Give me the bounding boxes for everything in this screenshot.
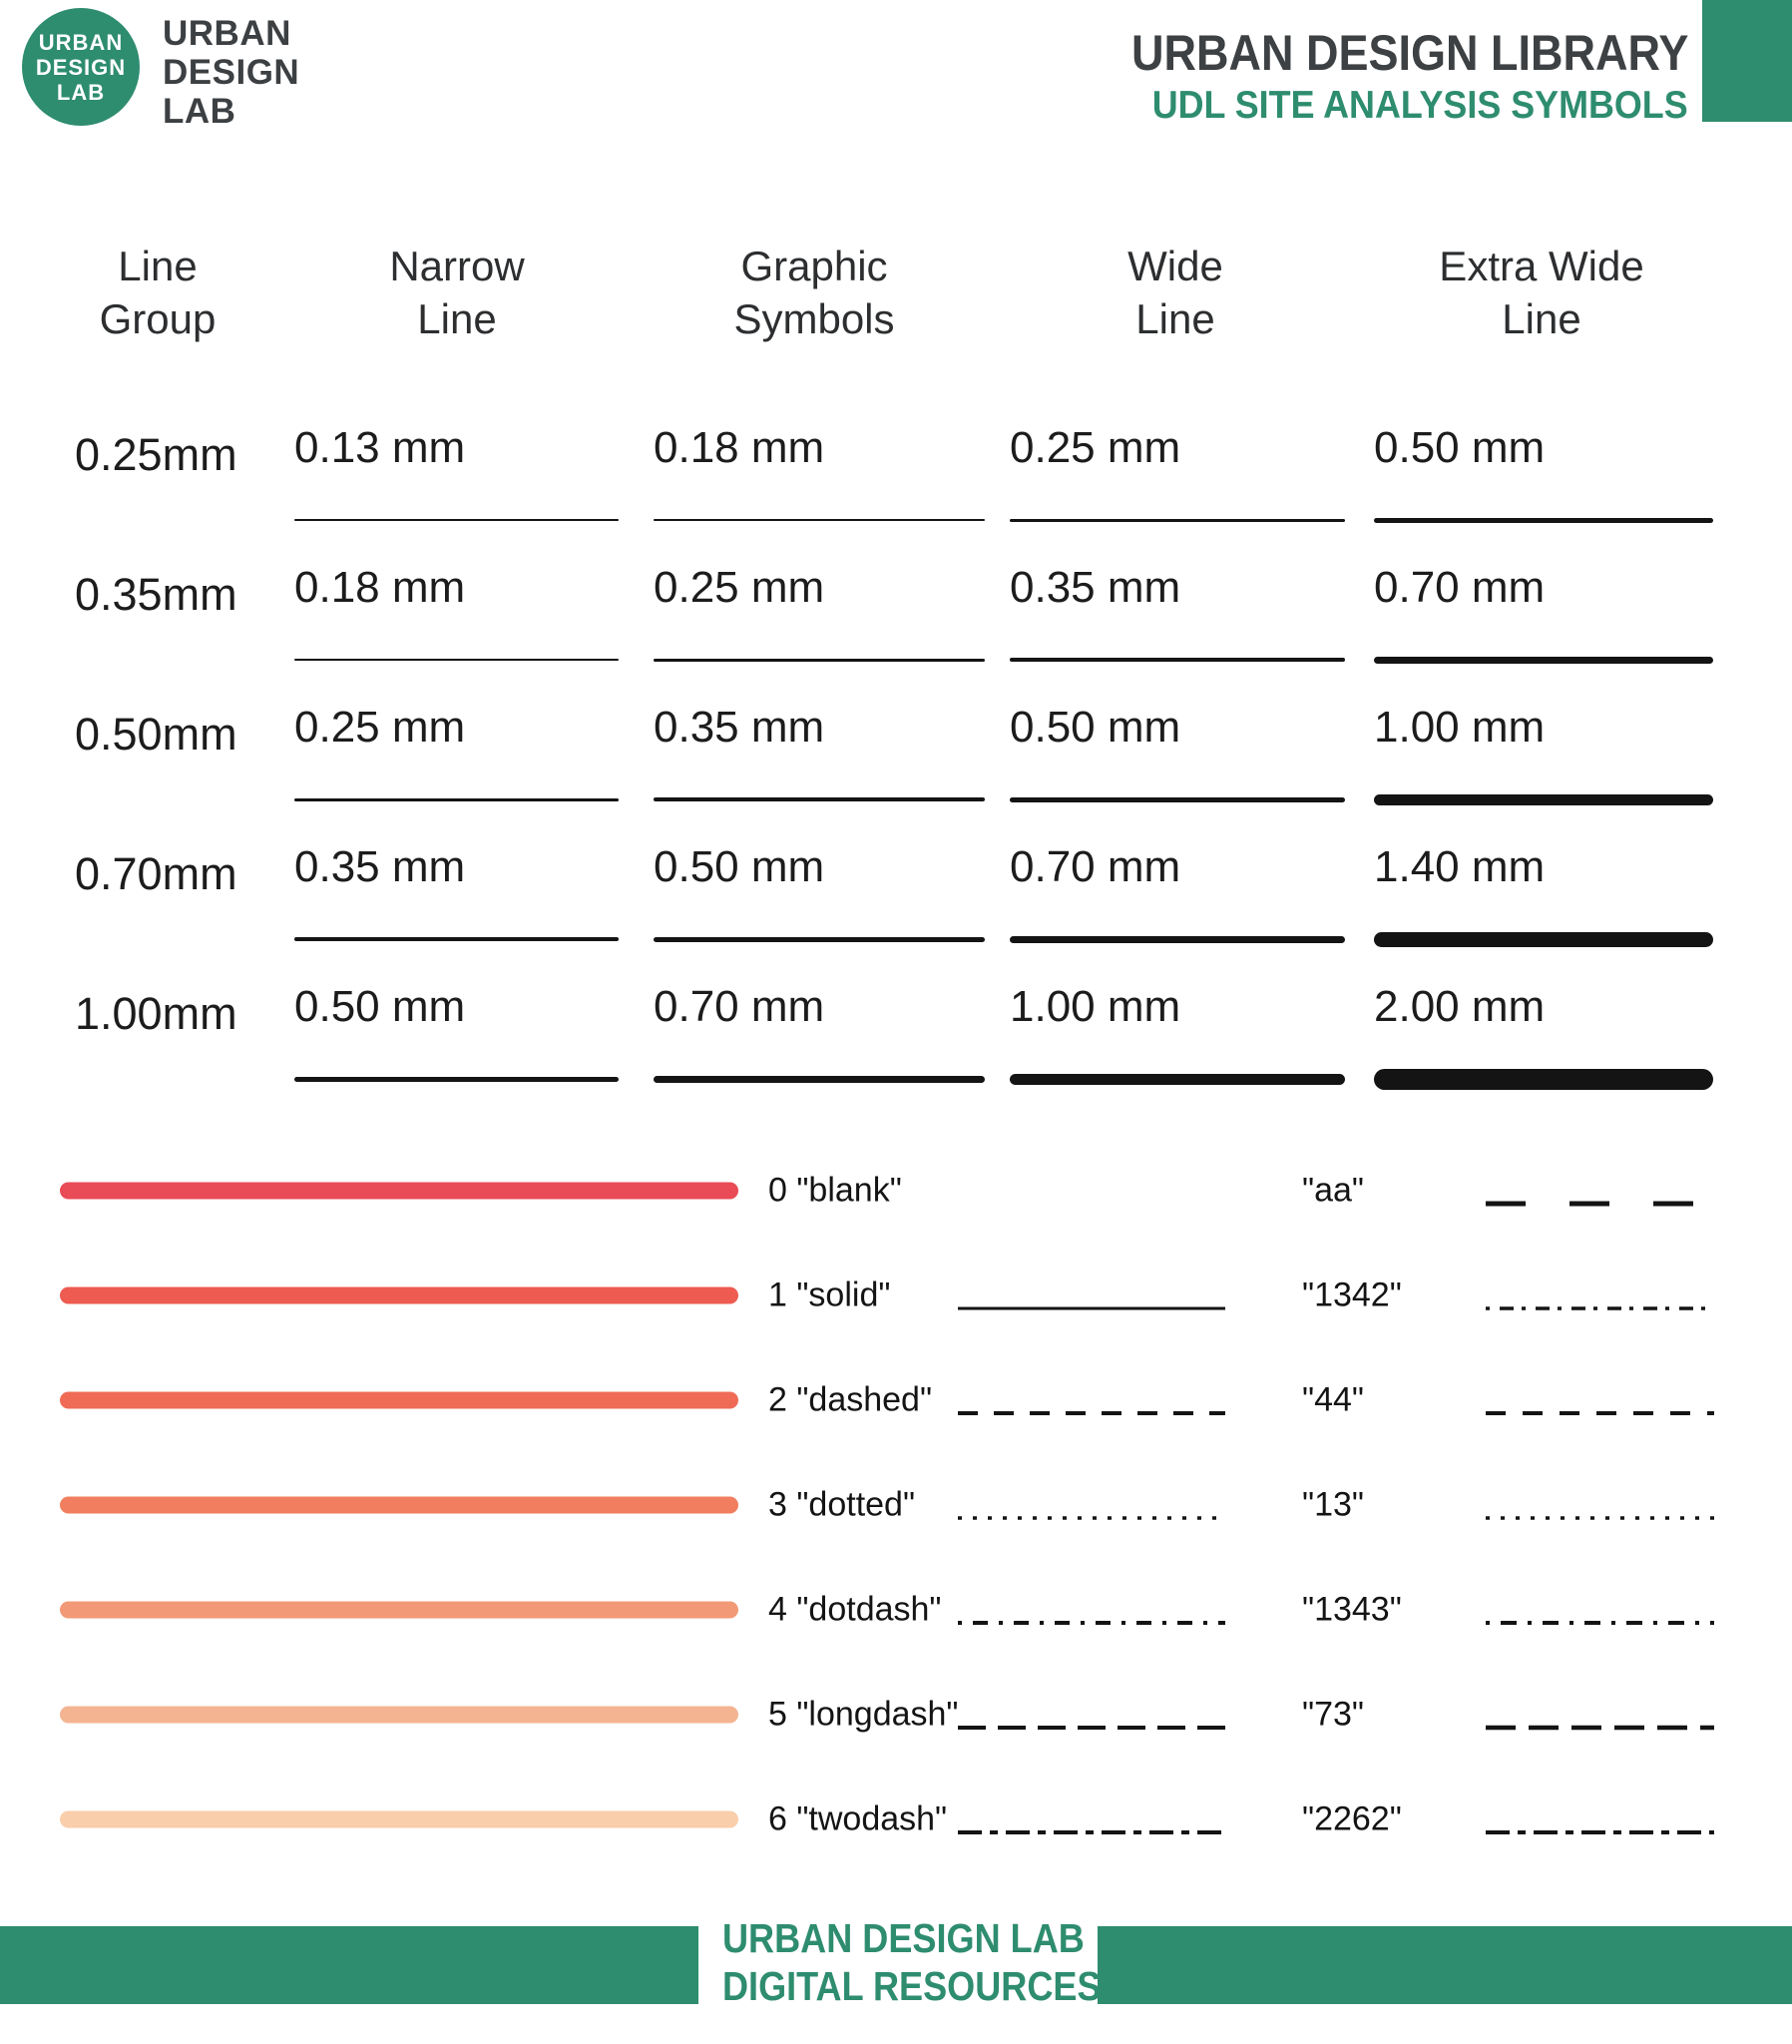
pattern-svg bbox=[956, 1512, 1227, 1524]
weight-cell bbox=[1374, 423, 1713, 547]
table-row bbox=[0, 423, 1792, 563]
weight-cell bbox=[294, 703, 619, 826]
footer-text bbox=[722, 1914, 1102, 2010]
line-sample bbox=[294, 1077, 619, 1082]
page-title: URBAN DESIGN LIBRARY bbox=[1130, 25, 1688, 81]
weight-label: 0.50 mm bbox=[1010, 703, 1181, 752]
line-sample bbox=[294, 937, 619, 941]
list-item bbox=[0, 1662, 1792, 1767]
line-sample bbox=[654, 1076, 985, 1083]
weight-label: 0.50 mm bbox=[654, 842, 825, 891]
weight-label: 0.25 mm bbox=[1010, 423, 1181, 472]
line-sample bbox=[1010, 797, 1345, 802]
weight-label: 1.00 mm bbox=[1374, 703, 1546, 752]
linetype-label: 3 "dotted" bbox=[768, 1485, 916, 1523]
pattern-svg bbox=[1484, 1722, 1716, 1734]
list-item bbox=[0, 1347, 1792, 1452]
linetype-pattern-right bbox=[1484, 1511, 1716, 1523]
weight-label: 1.00 mm bbox=[1010, 982, 1181, 1031]
table-row bbox=[0, 842, 1792, 982]
udl-logo bbox=[22, 8, 140, 126]
line-sample bbox=[654, 937, 985, 942]
linetype-pattern-right bbox=[1484, 1406, 1716, 1418]
column-header-graphic-symbols: Graphic Symbols bbox=[733, 243, 895, 342]
weight-cell bbox=[654, 423, 985, 547]
table-row bbox=[0, 982, 1792, 1122]
weight-cell bbox=[294, 563, 619, 687]
weight-label: 0.35 mm bbox=[654, 703, 825, 752]
group-label: 0.35mm bbox=[75, 569, 237, 620]
linetype-label: 6 "twodash" bbox=[768, 1799, 948, 1837]
linetype-label: 1 "solid" bbox=[768, 1276, 891, 1313]
line-sample bbox=[654, 797, 985, 801]
pattern-svg bbox=[956, 1407, 1227, 1419]
list-item bbox=[0, 1557, 1792, 1662]
weight-label: 0.70 mm bbox=[1374, 563, 1546, 612]
column-header-narrow-line: Narrow Line bbox=[389, 243, 525, 342]
linetype-pattern-right bbox=[1484, 1197, 1716, 1209]
weight-cell bbox=[654, 703, 985, 826]
weight-cell bbox=[1374, 563, 1713, 687]
weight-label: 0.70 mm bbox=[654, 982, 825, 1031]
linetype-label: 4 "dotdash" bbox=[768, 1590, 942, 1628]
colored-line-sample bbox=[60, 1810, 738, 1827]
group-label: 0.70mm bbox=[75, 848, 237, 899]
green-corner-block bbox=[1702, 0, 1792, 122]
weight-label: 0.25 mm bbox=[294, 703, 466, 752]
weight-cell bbox=[1010, 423, 1345, 547]
linetype-pattern-sample bbox=[956, 1721, 1227, 1733]
weight-cell bbox=[1010, 842, 1345, 966]
line-sample bbox=[1374, 1069, 1713, 1090]
weight-cell bbox=[1374, 842, 1713, 966]
line-type-rows bbox=[0, 1138, 1792, 1871]
pattern-svg bbox=[956, 1617, 1227, 1629]
logo-line: LAB bbox=[56, 79, 106, 105]
weight-cell bbox=[294, 842, 619, 966]
column-header-extra-wide-line: Extra Wide Line bbox=[1439, 243, 1644, 342]
list-item bbox=[0, 1452, 1792, 1557]
colored-line-sample bbox=[60, 1286, 738, 1303]
pattern-svg bbox=[1484, 1302, 1716, 1314]
weight-cell bbox=[1374, 982, 1713, 1106]
weight-cell bbox=[294, 423, 619, 547]
weight-cell bbox=[294, 982, 619, 1106]
weight-label: 2.00 mm bbox=[1374, 982, 1546, 1031]
linetype-code: "1342" bbox=[1302, 1276, 1402, 1313]
line-sample bbox=[294, 519, 619, 521]
colored-line-sample bbox=[60, 1496, 738, 1513]
line-sample bbox=[1010, 1074, 1345, 1085]
line-sample bbox=[294, 659, 619, 661]
linetype-code: "2262" bbox=[1302, 1799, 1402, 1837]
weight-label: 1.40 mm bbox=[1374, 842, 1546, 891]
pattern-svg bbox=[1484, 1198, 1716, 1210]
group-label: 1.00mm bbox=[75, 988, 237, 1039]
logo-line: DESIGN bbox=[35, 54, 127, 80]
list-item bbox=[0, 1767, 1792, 1871]
linetype-pattern-right bbox=[1484, 1616, 1716, 1628]
line-sample bbox=[1010, 658, 1345, 662]
weight-label: 0.50 mm bbox=[1374, 423, 1546, 472]
line-sample bbox=[1010, 936, 1345, 943]
line-sample bbox=[1374, 794, 1713, 805]
linetype-label: 5 "longdash" bbox=[768, 1695, 959, 1733]
pattern-svg bbox=[1484, 1826, 1716, 1838]
linetype-pattern-sample bbox=[956, 1825, 1227, 1837]
line-sample bbox=[1374, 518, 1713, 523]
group-label: 0.50mm bbox=[75, 709, 237, 760]
linetype-pattern-right bbox=[1484, 1721, 1716, 1733]
weight-label: 0.35 mm bbox=[294, 842, 466, 891]
line-sample bbox=[654, 519, 985, 521]
group-label: 0.25mm bbox=[75, 429, 237, 480]
linetype-code: "1343" bbox=[1302, 1590, 1402, 1628]
linetype-pattern-right bbox=[1484, 1825, 1716, 1837]
linetype-pattern-right bbox=[1484, 1301, 1716, 1313]
table-row bbox=[0, 703, 1792, 842]
table-row bbox=[0, 563, 1792, 703]
linetype-pattern-sample bbox=[956, 1406, 1227, 1418]
linetype-label: 2 "dashed" bbox=[768, 1380, 933, 1418]
pattern-svg bbox=[1484, 1512, 1716, 1524]
weight-cell bbox=[654, 842, 985, 966]
pattern-svg bbox=[956, 1302, 1227, 1314]
weight-label: 0.18 mm bbox=[294, 563, 466, 612]
linetype-code: "73" bbox=[1302, 1695, 1364, 1733]
line-sample bbox=[1010, 519, 1345, 522]
colored-line-sample bbox=[60, 1601, 738, 1618]
line-sample bbox=[654, 659, 985, 662]
pattern-svg bbox=[956, 1826, 1227, 1838]
linetype-pattern-sample bbox=[956, 1511, 1227, 1523]
footer-line: URBAN DESIGN LAB bbox=[722, 1915, 1085, 1961]
weight-cell bbox=[654, 982, 985, 1106]
linetype-pattern-sample bbox=[956, 1616, 1227, 1628]
line-sample bbox=[1374, 657, 1713, 664]
line-sample bbox=[1374, 932, 1713, 947]
list-item bbox=[0, 1243, 1792, 1347]
column-header-line-group: Line Group bbox=[99, 243, 217, 342]
linetype-code: "aa" bbox=[1302, 1171, 1364, 1209]
colored-line-sample bbox=[60, 1182, 738, 1199]
linetype-pattern-sample bbox=[956, 1301, 1227, 1313]
weight-label: 0.25 mm bbox=[654, 563, 825, 612]
column-header-wide-line: Wide Line bbox=[1127, 243, 1223, 342]
weight-cell bbox=[654, 563, 985, 687]
linetype-label: 0 "blank" bbox=[768, 1171, 902, 1209]
weight-cell bbox=[1010, 563, 1345, 687]
list-item bbox=[0, 1138, 1792, 1243]
wordmark bbox=[163, 14, 299, 131]
linetype-code: "13" bbox=[1302, 1485, 1364, 1523]
weight-cell bbox=[1010, 982, 1345, 1106]
weight-cell bbox=[1010, 703, 1345, 826]
wordmark-line: URBAN bbox=[163, 14, 291, 53]
wordmark-line: LAB bbox=[163, 92, 236, 131]
weight-cell bbox=[1374, 703, 1713, 826]
weight-label: 0.18 mm bbox=[654, 423, 825, 472]
colored-line-sample bbox=[60, 1391, 738, 1408]
weight-label: 0.13 mm bbox=[294, 423, 466, 472]
pattern-svg bbox=[1484, 1407, 1716, 1419]
linetype-code: "44" bbox=[1302, 1380, 1364, 1418]
line-sample bbox=[294, 798, 619, 801]
colored-line-sample bbox=[60, 1706, 738, 1723]
weight-label: 0.35 mm bbox=[1010, 563, 1181, 612]
pattern-svg bbox=[956, 1722, 1227, 1734]
pattern-svg bbox=[1484, 1617, 1716, 1629]
logo-line: URBAN bbox=[38, 29, 124, 55]
footer-line: DIGITAL RESOURCES bbox=[722, 1963, 1102, 2009]
page-subtitle: UDL SITE ANALYSIS SYMBOLS bbox=[1152, 84, 1688, 127]
wordmark-line: DESIGN bbox=[163, 53, 300, 92]
weight-label: 0.70 mm bbox=[1010, 842, 1181, 891]
weight-label: 0.50 mm bbox=[294, 982, 466, 1031]
line-weight-rows bbox=[0, 423, 1792, 1122]
